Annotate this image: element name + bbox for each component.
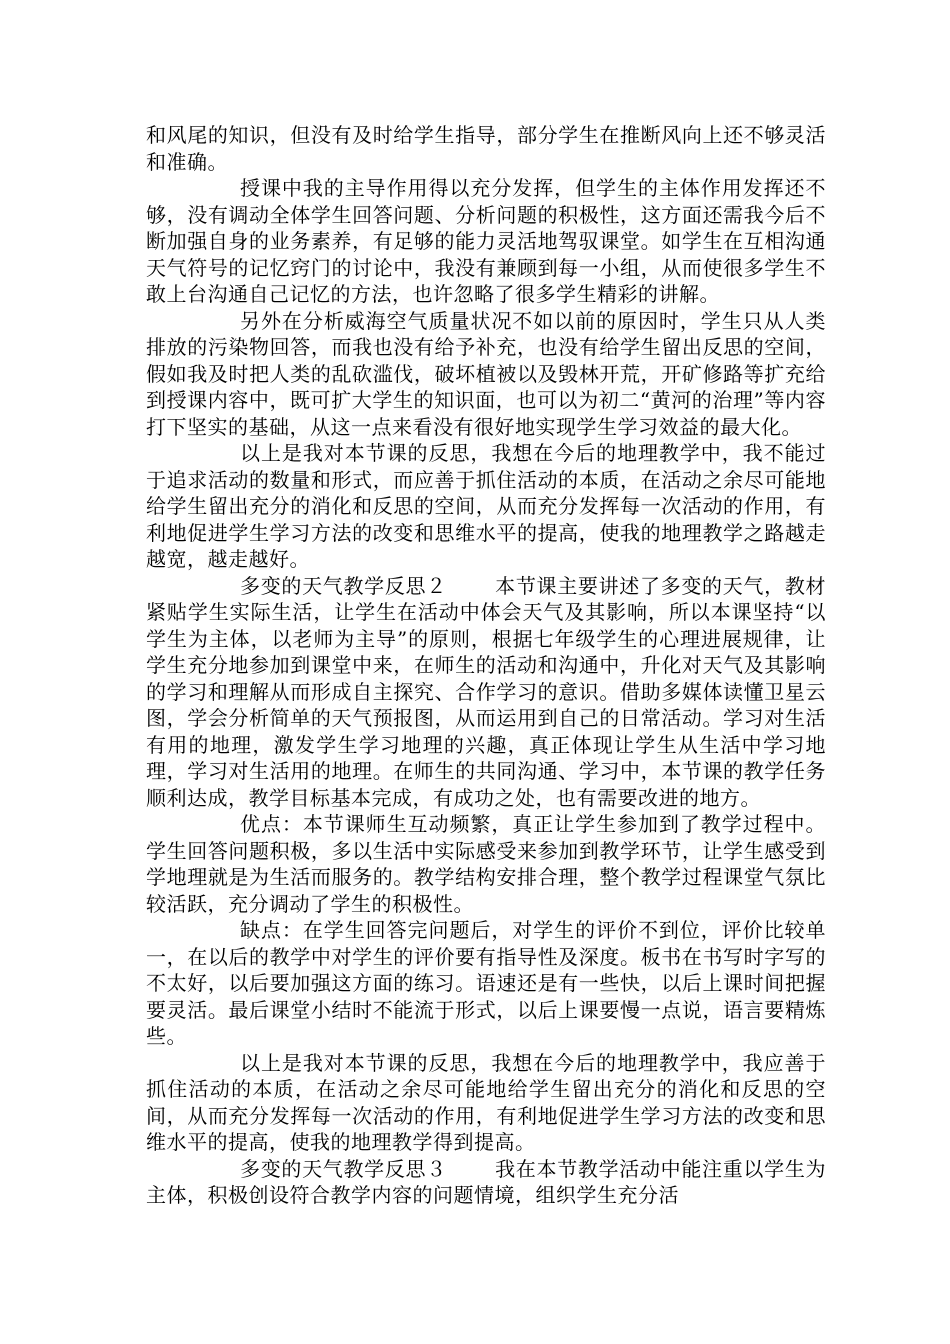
- section-2-body: 本节课主要讲述了多变的天气，教材紧贴学生实际生活，让学生在活动中体会天气及其影响，所以本课坚持“以学生为主体，以老师为主导”的原则，根据七年级学生的心理进展规律，让学生充分地参加到课堂中来，在师生的活动和沟通中，升化对天气及其影响的学习和理解从而形成自主探究、合作学习的意识。借助多媒体读懂卫星云图，学会分析简单的天气预报图，从而运用到自己的日常活动。学习对生活有用的地理，激发学生学习地理的兴趣，真正体现让学生从生活中学习地理，学习对生活用的地理。在师生的共同沟通、学习中，本节课的教学任务顺利达成，教学目标基本完成，有成功之处，也有需要改进的地方。: [146, 573, 827, 810]
- section-3-paragraph: [146, 1156, 826, 1209]
- paragraph-conclusion: 以上是我对本节课的反思，我想在今后的地理教学中，我应善于抓住活动的本质，在活动之余尽可能地给学生留出充分的消化和反思的空间，从而充分发挥每一次活动的作用，有利地促进学生学习方法的改变和思维水平的提高，使我的地理教学得到提高。: [146, 1050, 826, 1154]
- paragraph-3: 另外在分析威海空气质量状况不如以前的原因时，学生只从人类排放的污染物回答，而我也没有给予补充，也没有给学生留出反思的空间，假如我及时把人类的乱砍滥伐，破坏植被以及毁林开荒，开矿修路等扩充给到授课内容中，既可扩大学生的知识面，也可以为初二“黄河的治理”等内容打下坚实的基础，从这一点来看没有很好地实现学生学习效益的最大化。: [146, 308, 826, 439]
- section-2-title: 多变的天气教学反思２: [240, 573, 447, 598]
- paragraph-4: 以上是我对本节课的反思，我想在今后的地理教学中，我不能过于追求活动的数量和形式，而应善于抓住活动的本质，在活动之余尽可能地给学生留出充分的消化和反思的空间，从而充分发挥每一次活动的作用，有利地促进学生学习方法的改变和思维水平的提高，使我的地理教学之路越走越宽，越走越好。: [146, 441, 826, 571]
- document-page: [146, 122, 826, 1209]
- section-2-paragraph: [146, 573, 826, 812]
- paragraph-advantages: 优点：本节课师生互动频繁，真正让学生参加到了教学过程中。学生回答问题积极，多以生活中实际感受来参加到教学环节，让学生感受到学地理就是为生活而服务的。教学结构安排合理，整个教学过程课堂气氛比较活跃，充分调动了学生的积极性。: [146, 812, 826, 916]
- paragraph-2: 授课中我的主导作用得以充分发挥，但学生的主体作用发挥还不够，没有调动全体学生回答问题、分析问题的积极性，这方面还需我今后不断加强自身的业务素养，有足够的能力灵活地驾驭课堂。如学生在互相沟通天气符号的记忆窍门的讨论中，我没有兼顾到每一小组，从而使很多学生不敢上台沟通自己记忆的方法，也许忽略了很多学生精彩的讲解。: [146, 176, 826, 306]
- paragraph-1: 和风尾的知识，但没有及时给学生指导，部分学生在推断风向上还不够灵活和准确。: [146, 123, 826, 174]
- section-3-title: 多变的天气教学反思３: [240, 1156, 447, 1181]
- paragraph-shortcomings: 缺点：在学生回答完问题后，对学生的评价不到位，评价比较单一，在以后的教学中对学生的评价要有指导性及深度。板书在书写时字写的不太好，以后要加强这方面的练习。语速还是有一些快，以后上课时间把握要灵活。最后课堂小结时不能流于形式，以后上课要慢一点说，语言要精炼些。: [146, 918, 826, 1048]
- section-3-body: 我在本节教学活动中能注重以学生为主体，积极创设符合教学内容的问题情境，组织学生充分活: [146, 1156, 827, 1207]
